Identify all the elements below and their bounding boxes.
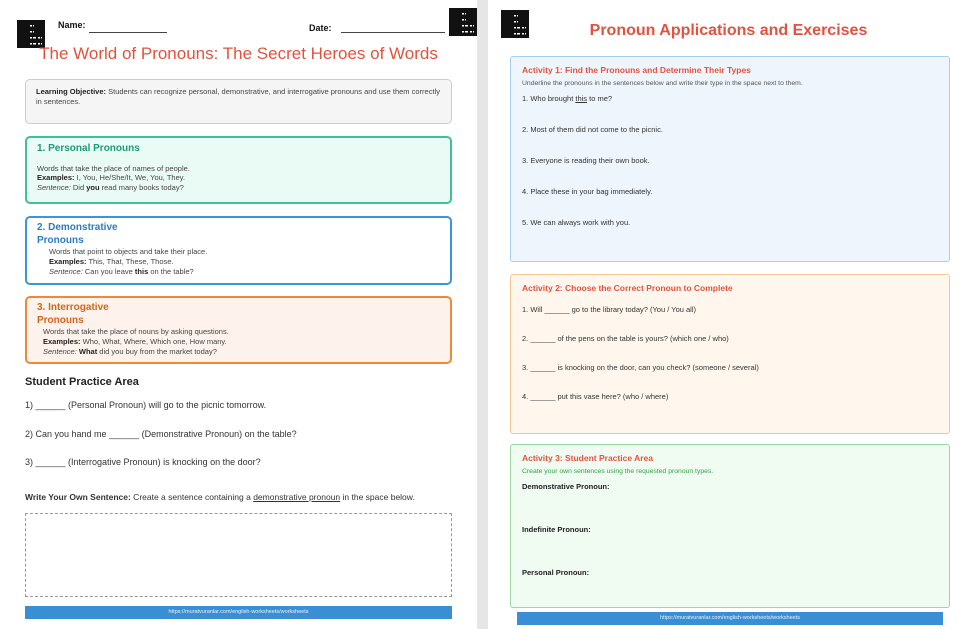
objective-label: Learning Objective: xyxy=(36,87,107,96)
sentence-bold: What xyxy=(78,346,98,356)
write-own-label: Write Your Own Sentence: xyxy=(25,492,131,502)
interrogative-sentence xyxy=(37,347,440,357)
demonstrative-sentence xyxy=(37,267,440,277)
interrogative-examples xyxy=(37,337,440,347)
demonstrative-pronouns-box xyxy=(25,216,452,285)
write-own-text: in the space below. xyxy=(340,492,415,502)
learning-objective-box xyxy=(25,79,452,124)
activity-1-question: 5. We can always work with you. xyxy=(522,218,631,227)
sentence-label: Sentence: xyxy=(43,346,77,356)
practice-area-title: Student Practice Area xyxy=(25,376,139,388)
qr-code-icon xyxy=(449,8,477,36)
examples-label: Examples: xyxy=(37,173,75,183)
footer-url: https://muratvuranlar.com/english-worksheets/worksheets xyxy=(517,612,943,625)
objective-text: Students can recognize personal, demonstrative, and interrogative pronouns and use them correctly in sentences. xyxy=(36,87,440,106)
demonstrative-title-line1: 2. Demonstrative xyxy=(37,222,118,233)
write-own-underlined: demonstrative pronoun xyxy=(253,492,341,502)
page-title: The World of Pronouns: The Secret Heroes of Words xyxy=(39,44,438,63)
activity-3-instructions: Create your own sentences using the requested pronoun types. xyxy=(522,468,714,475)
personal-examples xyxy=(37,173,440,183)
examples-text: I, You, He/She/It, We, You, They. xyxy=(74,173,186,183)
demonstrative-pronoun-label: Demonstrative Pronoun: xyxy=(522,482,610,491)
question-text: 1. Who brought xyxy=(522,94,576,103)
personal-title: 1. Personal Pronouns xyxy=(37,143,140,154)
activity-1-question: 3. Everyone is reading their own book. xyxy=(522,156,650,165)
page-title: Pronoun Applications and Exercises xyxy=(589,22,868,39)
practice-item-3: 3) ______ (Interrogative Pronoun) is knocking on the door? xyxy=(25,457,261,467)
activity-2-question: 1. Will ______ go to the library today? (You / You all) xyxy=(522,305,697,314)
activity-2-box xyxy=(510,274,950,434)
examples-label: Examples: xyxy=(43,336,81,346)
sentence-text: read many books today? xyxy=(99,183,184,192)
demonstrative-examples xyxy=(37,257,440,267)
examples-label: Examples: xyxy=(49,256,87,266)
examples-text: This, That, These, Those. xyxy=(86,256,174,266)
worksheet-page-right xyxy=(488,0,969,629)
worksheet-page-left xyxy=(0,0,477,629)
question-underlined: this xyxy=(575,94,588,103)
indefinite-pronoun-label: Indefinite Pronoun: xyxy=(522,525,591,534)
activity-1-box xyxy=(510,56,950,262)
date-line xyxy=(341,32,445,33)
personal-sentence xyxy=(37,183,440,193)
activity-2-question: 2. ______ of the pens on the table is yours? (which one / who) xyxy=(522,334,729,343)
activity-1-question: 2. Most of them did not come to the picnic. xyxy=(522,125,663,134)
write-own-text: Create a sentence containing a xyxy=(130,492,254,502)
personal-pronouns-box xyxy=(25,136,452,204)
question-text: to me? xyxy=(587,94,613,103)
activity-1-instructions: Underline the pronouns in the sentences below and write their type in the space next to them. xyxy=(522,80,803,87)
date-label: Date: xyxy=(309,23,332,33)
sentence-text: on the table? xyxy=(148,266,194,276)
sentence-text: Can you leave xyxy=(82,266,135,276)
examples-text: Who, What, Where, Which one, How many. xyxy=(80,336,227,346)
sentence-text: Did xyxy=(70,183,87,192)
demonstrative-title-line2: Pronouns xyxy=(37,234,84,246)
activity-2-question: 4. ______ put this vase here? (who / where) xyxy=(522,392,669,401)
activity-3-title: Activity 3: Student Practice Area xyxy=(522,453,654,463)
sentence-bold: you xyxy=(86,183,100,192)
footer-url: https://muratvuranlar.com/english-worksheets/worksheets xyxy=(25,606,452,619)
interrogative-pronouns-box xyxy=(25,296,452,364)
sentence-label: Sentence: xyxy=(49,266,83,276)
activity-1-question: 4. Place these in your bag immediately. xyxy=(522,187,653,196)
sentence-bold: this xyxy=(134,266,149,276)
sentence-label: Sentence: xyxy=(37,183,71,192)
interrogative-title-line2: Pronouns xyxy=(37,314,84,326)
interrogative-title-line1: 3. Interrogative xyxy=(37,302,109,313)
sentence-writing-area[interactable] xyxy=(25,513,452,597)
interrogative-desc: Words that take the place of nouns by asking questions. xyxy=(43,327,229,336)
demonstrative-desc: Words that point to objects and take their place. xyxy=(49,247,208,256)
activity-3-box xyxy=(510,444,950,608)
personal-pronoun-label: Personal Pronoun: xyxy=(522,568,590,577)
personal-desc: Words that take the place of names of people. xyxy=(37,163,190,173)
activity-1-title: Activity 1: Find the Pronouns and Determine Their Types xyxy=(522,65,751,75)
activity-2-title: Activity 2: Choose the Correct Pronoun to Complete xyxy=(522,283,733,293)
practice-item-1: 1) ______ (Personal Pronoun) will go to the picnic tomorrow. xyxy=(25,400,267,410)
name-label: Name: xyxy=(58,20,86,30)
activity-2-question: 3. ______ is knocking on the door, can you check? (someone / several) xyxy=(522,363,759,372)
sentence-text: did you buy from the market today? xyxy=(97,346,217,356)
practice-item-2: 2) Can you hand me ______ (Demonstrative Pronoun) on the table? xyxy=(25,429,297,439)
activity-1-question xyxy=(522,94,938,103)
write-own-sentence-prompt xyxy=(25,492,445,502)
name-line xyxy=(89,32,167,33)
